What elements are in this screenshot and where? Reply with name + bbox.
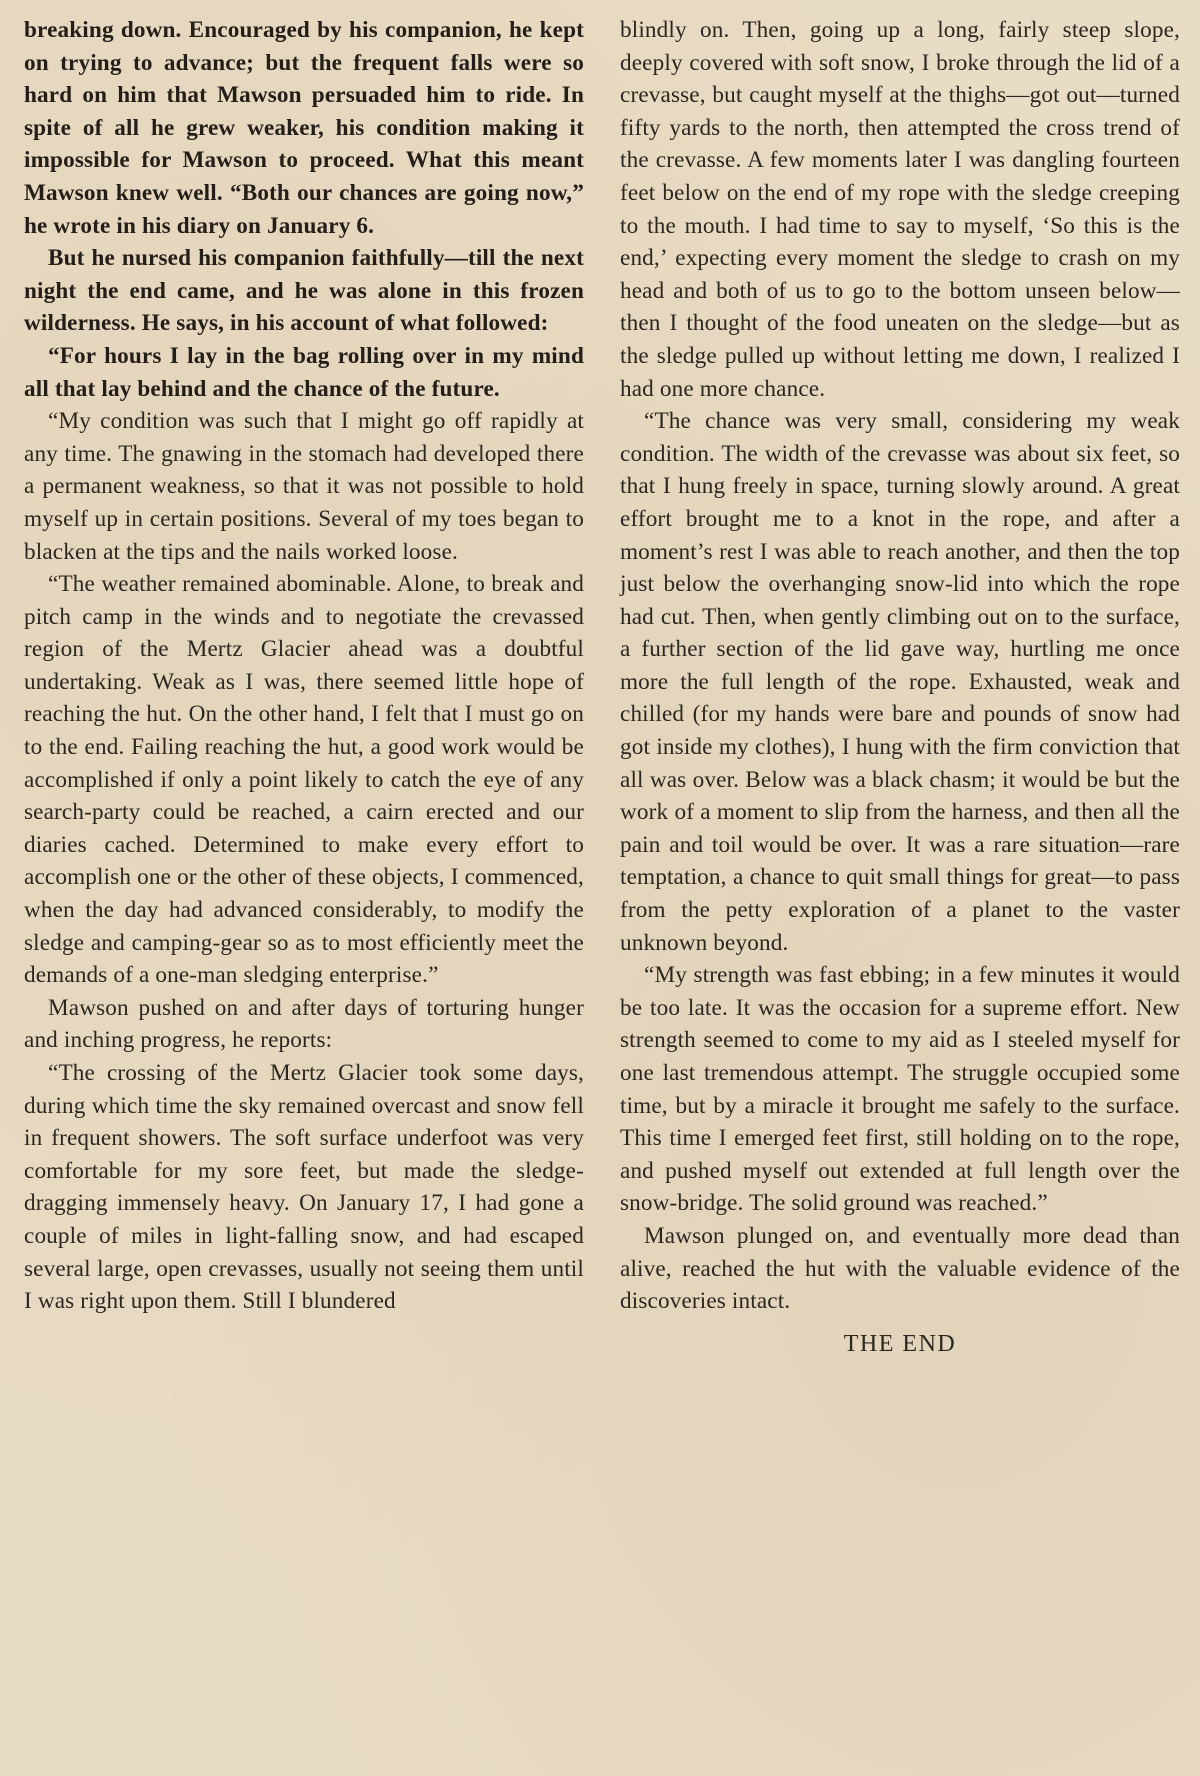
right-column bbox=[620, 14, 1180, 1360]
left-column bbox=[24, 14, 584, 1360]
paragraph: But he nursed his companion faithfully—till the next night the end came, and he was alone in this frozen wilderness. He says, in his account of what followed: bbox=[24, 245, 584, 337]
paragraph: “My strength was fast ebbing; in a few minutes it would be too late. It was the occasion for a supreme effort. New strength seemed to come to my aid as I steeled myself for one last tremendous attempt. The struggle occupied some time, but by a miracle it brought me safely to the surface. This time I emerged feet first, still holding on to the rope, and pushed myself out extended at full length over the snow-bridge. The solid ground was reached.” bbox=[620, 962, 1180, 1217]
two-column-layout bbox=[24, 14, 1180, 1360]
paragraph: “My condition was such that I might go off rapidly at any time. The gnawing in the stomach had developed there a permanent weakness, so that it was not possible to hold myself up in certain positions. Several of my toes began to blacken at the tips and the nails worked loose. bbox=[24, 408, 584, 565]
paragraph: Mawson pushed on and after days of torturing hunger and inching progress, he reports: bbox=[24, 994, 584, 1054]
paragraph: “For hours I lay in the bag rolling over in my mind all that lay behind and the chance of the future. bbox=[24, 342, 584, 402]
paragraph: “The weather remained abominable. Alone, to break and pitch camp in the winds and to negotiate the crevassed region of the Mertz Glacier ahead was a doubtful undertaking. Weak as I was, there seemed little hope of reaching the hut. On the other hand, I felt that I must go on to the end. Failing reaching the hut, a good work would be accomplished if only a point likely to catch the eye of any search-party could be reached, a cairn erected and our diaries cached. Determined to make every effort to accomplish one or the other of these objects, I commenced, when the day had advanced considerably, to modify the sledge and camping-gear so as to most efficiently meet the demands of a one-man sledging enterprise.” bbox=[24, 571, 584, 989]
end-mark: THE END bbox=[843, 1330, 957, 1357]
paragraph: breaking down. Encouraged by his companion, he kept on trying to advance; but the frequent falls were so hard on him that Mawson persuaded him to ride. In spite of all he grew weaker, his condition making it impossible for Mawson to proceed. What this meant Mawson knew well. “Both our chances are going now,” he wrote in his diary on January 6. bbox=[24, 17, 584, 239]
paragraph: Mawson plunged on, and eventually more dead than alive, reached the hut with the valuable evidence of the discoveries intact. bbox=[620, 1222, 1180, 1315]
paragraph: blindly on. Then, going up a long, fairly steep slope, deeply covered with soft snow, I broke through the lid of a crevasse, but caught myself at the thighs—got out—turned fifty yards to the north, then attempted the cross trend of the crevasse. A few moments later I was dangling fourteen feet below on the end of my rope with the sledge creeping to the mouth. I had time to say to myself, ‘So this is the end,’ expecting every moment the sledge to crash on my head and both of us to go to the bottom unseen below—then I thought of the food uneaten on the sledge—but as the sledge pulled up without letting me down, I realized I had one more chance. bbox=[620, 17, 1180, 402]
paragraph: “The crossing of the Mertz Glacier took some days, during which time the sky remained overcast and snow fell in frequent showers. The soft surface underfoot was very comfortable for my sore feet, but made the sledge-dragging immensely heavy. On January 17, I had gone a couple of miles in light-falling snow, and had escaped several large, open crevasses, usually not seeing them until I was right upon them. Still I blundered bbox=[24, 1060, 584, 1315]
paragraph: “The chance was very small, considering my weak condition. The width of the crevasse was about six feet, so that I hung freely in space, turning slowly around. A great effort brought me to a knot in the rope, and after a moment’s rest I was able to reach another, and then the top just below the overhanging snow-lid into which the rope had cut. Then, when gently climbing out on to the surface, a further section of the lid gave way, hurtling me once more the full length of the rope. Exhausted, weak and chilled (for my hands were bare and pounds of snow had got inside my clothes), I hung with the firm conviction that all was over. Below was a black chasm; it would be but the work of a moment to slip from the harness, and then all the pain and toil would be over. It was a rare situation—rare temptation, a chance to quit small things for great—to pass from the petty exploration of a planet to the vaster unknown beyond. bbox=[620, 408, 1180, 956]
